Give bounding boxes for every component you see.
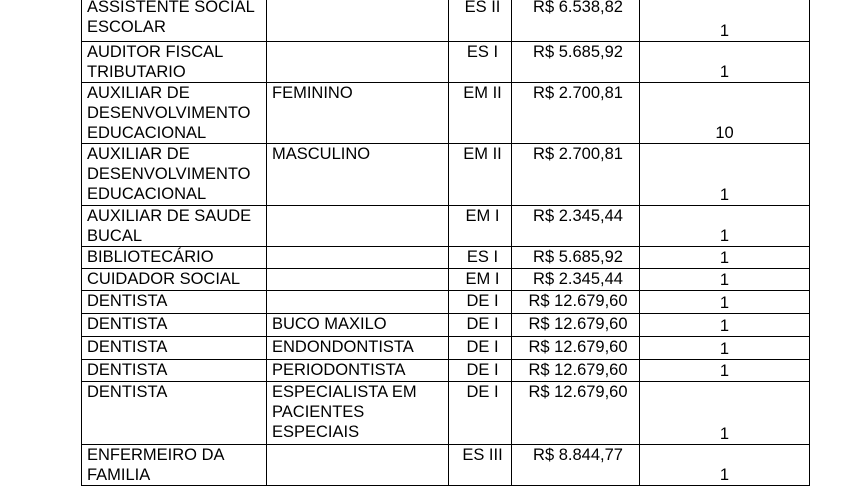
table-row (82, 382, 810, 445)
vagas-cell: 1 (640, 144, 810, 206)
vencimento-cell: R$ 12.679,60 (512, 314, 640, 337)
cargo-cell: DENTISTA (82, 337, 267, 360)
vagas-cell: 1 (640, 314, 810, 337)
nivel-cell: EM II (449, 144, 512, 206)
nivel-cell: DE I (449, 360, 512, 382)
vagas-cell: 1 (640, 42, 810, 83)
nivel-cell: DE I (449, 337, 512, 360)
table-row (82, 269, 810, 291)
vencimento-cell: R$ 5.685,92 (512, 247, 640, 269)
cargo-cell: ASSISTENTE SOCIAL ESCOLAR (82, 0, 267, 42)
vagas-cell: 1 (640, 269, 810, 291)
cargo-cell: DENTISTA (82, 360, 267, 382)
positions-table (81, 0, 810, 486)
nivel-cell: EM I (449, 269, 512, 291)
vagas-cell: 1 (640, 337, 810, 360)
table-row (82, 42, 810, 83)
nivel-cell: ES I (449, 247, 512, 269)
especialidade-cell: ESPECIALISTA EM PACIENTES ESPECIAIS (267, 382, 449, 445)
vagas-cell: 1 (640, 360, 810, 382)
cargo-cell: AUDITOR FISCAL TRIBUTARIO (82, 42, 267, 83)
nivel-cell: ES II (449, 0, 512, 42)
vencimento-cell: R$ 2.345,44 (512, 269, 640, 291)
nivel-cell: ES I (449, 42, 512, 83)
nivel-cell: EM I (449, 206, 512, 247)
vencimento-cell: R$ 12.679,60 (512, 337, 640, 360)
table-row (82, 247, 810, 269)
vencimento-cell: R$ 12.679,60 (512, 360, 640, 382)
cargo-cell: DENTISTA (82, 291, 267, 314)
vagas-cell: 1 (640, 291, 810, 314)
especialidade-cell: ENDONDONTISTA (267, 337, 449, 360)
vencimento-cell: R$ 5.685,92 (512, 42, 640, 83)
table-row (82, 0, 810, 42)
nivel-cell: DE I (449, 291, 512, 314)
vagas-cell: 1 (640, 445, 810, 486)
vencimento-cell: R$ 2.700,81 (512, 83, 640, 144)
nivel-cell: EM II (449, 83, 512, 144)
table-row (82, 83, 810, 144)
especialidade-cell: PERIODONTISTA (267, 360, 449, 382)
vencimento-cell: R$ 12.679,60 (512, 382, 640, 445)
nivel-cell: ES III (449, 445, 512, 486)
nivel-cell: DE I (449, 382, 512, 445)
especialidade-cell: BUCO MAXILO (267, 314, 449, 337)
especialidade-cell (267, 291, 449, 314)
especialidade-cell: MASCULINO (267, 144, 449, 206)
cargo-cell: ENFERMEIRO DA FAMILIA (82, 445, 267, 486)
table-row (82, 206, 810, 247)
cargo-cell: BIBLIOTECÁRIO (82, 247, 267, 269)
especialidade-cell: FEMININO (267, 83, 449, 144)
vagas-cell: 1 (640, 0, 810, 42)
nivel-cell: DE I (449, 314, 512, 337)
vagas-cell: 10 (640, 83, 810, 144)
cargo-cell: DENTISTA (82, 314, 267, 337)
table-row (82, 445, 810, 486)
vencimento-cell: R$ 6.538,82 (512, 0, 640, 42)
vagas-cell: 1 (640, 206, 810, 247)
table-row (82, 291, 810, 314)
cargo-cell: AUXILIAR DE DESENVOLVIMENTO EDUCACIONAL (82, 83, 267, 144)
cargo-cell: CUIDADOR SOCIAL (82, 269, 267, 291)
cargo-cell: DENTISTA (82, 382, 267, 445)
vencimento-cell: R$ 2.700,81 (512, 144, 640, 206)
vagas-cell: 1 (640, 382, 810, 445)
especialidade-cell (267, 445, 449, 486)
especialidade-cell (267, 247, 449, 269)
vencimento-cell: R$ 12.679,60 (512, 291, 640, 314)
especialidade-cell (267, 206, 449, 247)
table-row (82, 144, 810, 206)
table-row (82, 360, 810, 382)
vagas-cell: 1 (640, 247, 810, 269)
cargo-cell: AUXILIAR DE DESENVOLVIMENTO EDUCACIONAL (82, 144, 267, 206)
especialidade-cell (267, 269, 449, 291)
cargo-cell: AUXILIAR DE SAUDE BUCAL (82, 206, 267, 247)
vencimento-cell: R$ 2.345,44 (512, 206, 640, 247)
table-row (82, 314, 810, 337)
especialidade-cell (267, 0, 449, 42)
table-row (82, 337, 810, 360)
especialidade-cell (267, 42, 449, 83)
vencimento-cell: R$ 8.844,77 (512, 445, 640, 486)
